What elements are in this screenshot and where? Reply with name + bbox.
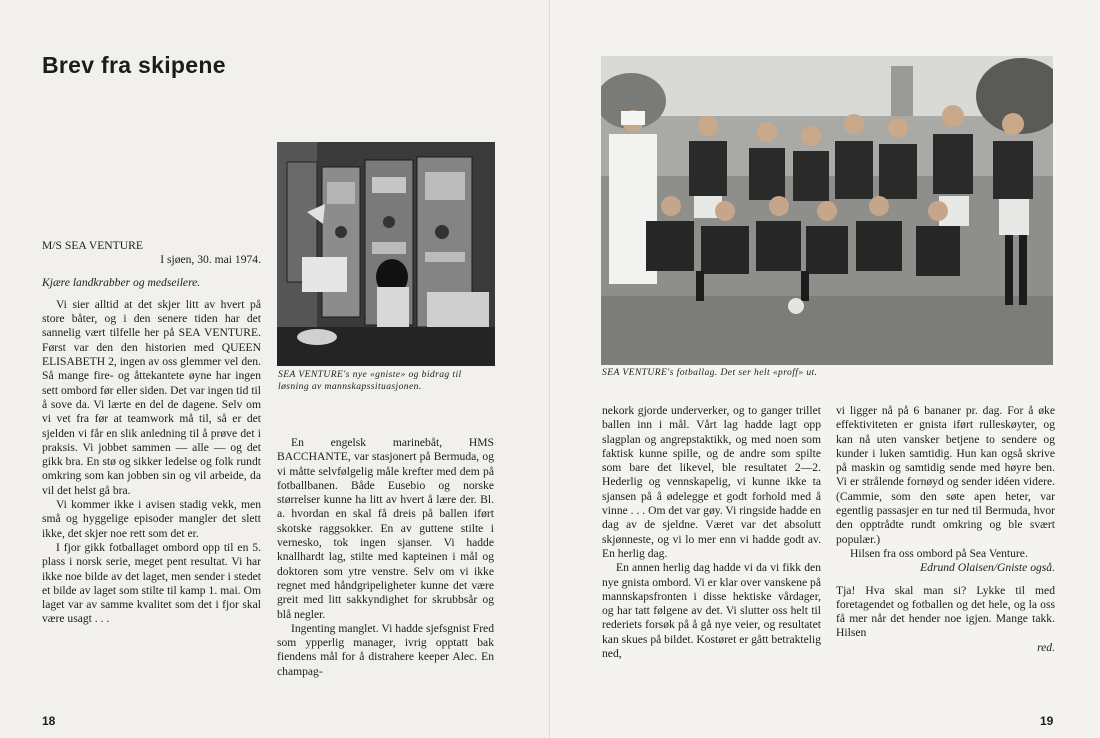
date-line: I sjøen, 30. mai 1974.: [160, 253, 261, 267]
paragraph: vi ligger nå på 6 bananer pr. dag. For å øke effektiviteten er gnista iført rulleskøyter, og kan nå uten vansker betjene to sendere og kunder i luken samtidig. Hun kan også skrive på maskin og samtidig sende med høyre ben. Vi er strålende fornøyd og sender idéen videre. (Cammie, som den søte apen heter, var egentlig passasjer en tur ned til Bermuda, hvor den opptrådte rundt omkring og ble svært populær.): [836, 404, 1055, 546]
paragraph: nekork gjorde underverker, og to ganger trillet ballen inn i mål. Vårt lag hadde lagt opp slagplan og angrepstaktikk, og med noen som faktisk kunne spille, og de andre som spilte som bare det likevel, ble resultatet 2—2. Hederlig og vennskapelig, vi kunne ikke ta sjansen på å ødelegge et godt forhold med å vinne . . . Om det var gøy. Vi ringside hadde en dag av de sjeldne. Været var det absolutt skjønneste, og vi lo mer enn vi hadde godt av. En herlig dag.: [602, 404, 821, 560]
radio-photo-caption: SEA VENTURE's nye «gniste» og bidrag til løsning av mannskapssituasjonen.: [278, 369, 462, 392]
paragraph: Ingenting manglet. Vi hadde sjefsgnist Fred som ypperlig manager, ivrig opptatt bak fiendens mål for å distrahere keeper Alec. En champag-: [277, 621, 494, 678]
article-title: Brev fra skipene: [42, 52, 226, 78]
page-number-left: 18: [42, 714, 56, 728]
paragraph: En annen herlig dag hadde vi da vi fikk den nye gnista ombord. Vi er klar over vanskene på mannskapsfronten i disse hektiske vårdager, og har tatt følgene av det. Vi slutter oss helt til rederiets forsøk på å gå nye veier, og resultatet kan skues på bildet. Kostøret er gått betraktelig ned,: [602, 561, 821, 661]
text-column-3: [602, 404, 821, 661]
radio-room-photo-image: [277, 142, 495, 366]
editor-signature: red.: [1037, 640, 1055, 654]
paragraph: Vi kommer ikke i avisen stadig vekk, men små og hyggelige episoder mangler det slett ikke, det skjer noe rett som det er.: [42, 498, 261, 540]
text-column-1: [42, 239, 261, 627]
text-column-2: [277, 436, 494, 679]
ship-line: M/S SEA VENTURE: [42, 239, 143, 252]
paragraph: Vi sier alltid at det skjer litt av hvert på store båter, og i den senere tiden har det sannelig vært tilfelle her på SEA VENTURE. Først var den den historien med QUEEN ELISABETH 2, ingen av oss glemmer vel den. Så mange fire- og åttekantete øyne har ingen sett ombord før eller siden. Det var ingen tid til å sove da. Vi lærte en del de dagene. Selv om vi vet fra før at teamwork må til, så er det sjelden vi får en slik anledning til å prøve det i praksis. Vi jobbet sammen — alle — og det gikk bra. En stø og sikker ledelse og folk rundt omkring som kan jobben sin og vil arbeide, da vil det helst gå bra.: [42, 297, 261, 497]
radio-room-photo: [277, 142, 495, 366]
greeting-line: Hilsen fra oss ombord på Sea Venture.: [850, 546, 1028, 560]
paragraph: I fjor gikk fotballaget ombord opp til en 5. plass i norsk serie, meget pent resultat. Vi har ikke noe bilde av det laget, men sender i stedet et bilde av laget som stilte til kamp 1. mai. Om laget var av samme kvalitet som det i fjor skal være usagt . . .: [42, 540, 261, 626]
editor-reply: Tja! Hva skal man si? Lykke til med foretagendet og fotballen og det hele, og la oss få mer når det hender noe igjen. Mange takk. Hilsen: [836, 583, 1055, 640]
team-photo-caption: SEA VENTURE's fotballag. Det ser helt «proff» ut.: [602, 367, 818, 378]
football-team-photo: [601, 56, 1053, 365]
signature: Edrund Olaisen/Gniste også.: [920, 561, 1055, 575]
football-team-photo-image: [601, 56, 1053, 365]
page-number-right: 19: [1040, 714, 1054, 728]
text-column-4: [836, 404, 1055, 655]
paragraph: En engelsk marinebåt, HMS BACCHANTE, var stasjonert på Bermuda, og vi måtte selvfølgelig måle krefter med dem på fotballbanen. Både Eusebio og norske størrelser kunne ha litt av hvert å lære der. Bl. a. hvordan en skal få dreis på ballen iført skotske raggsokker. En av guttene stilte i vernesko, tok ingen sjanser. Vi hadde knallhardt lag, stilte med kapteinen i mål og doktoren som ytre venstre. Selv om vi ikke regnet med håndgripeligheter kunne det være greit med litt sakkyndighet for skrubbsår og blå negler.: [277, 436, 494, 621]
salutation: Kjære landkrabber og medseilere.: [42, 275, 201, 289]
